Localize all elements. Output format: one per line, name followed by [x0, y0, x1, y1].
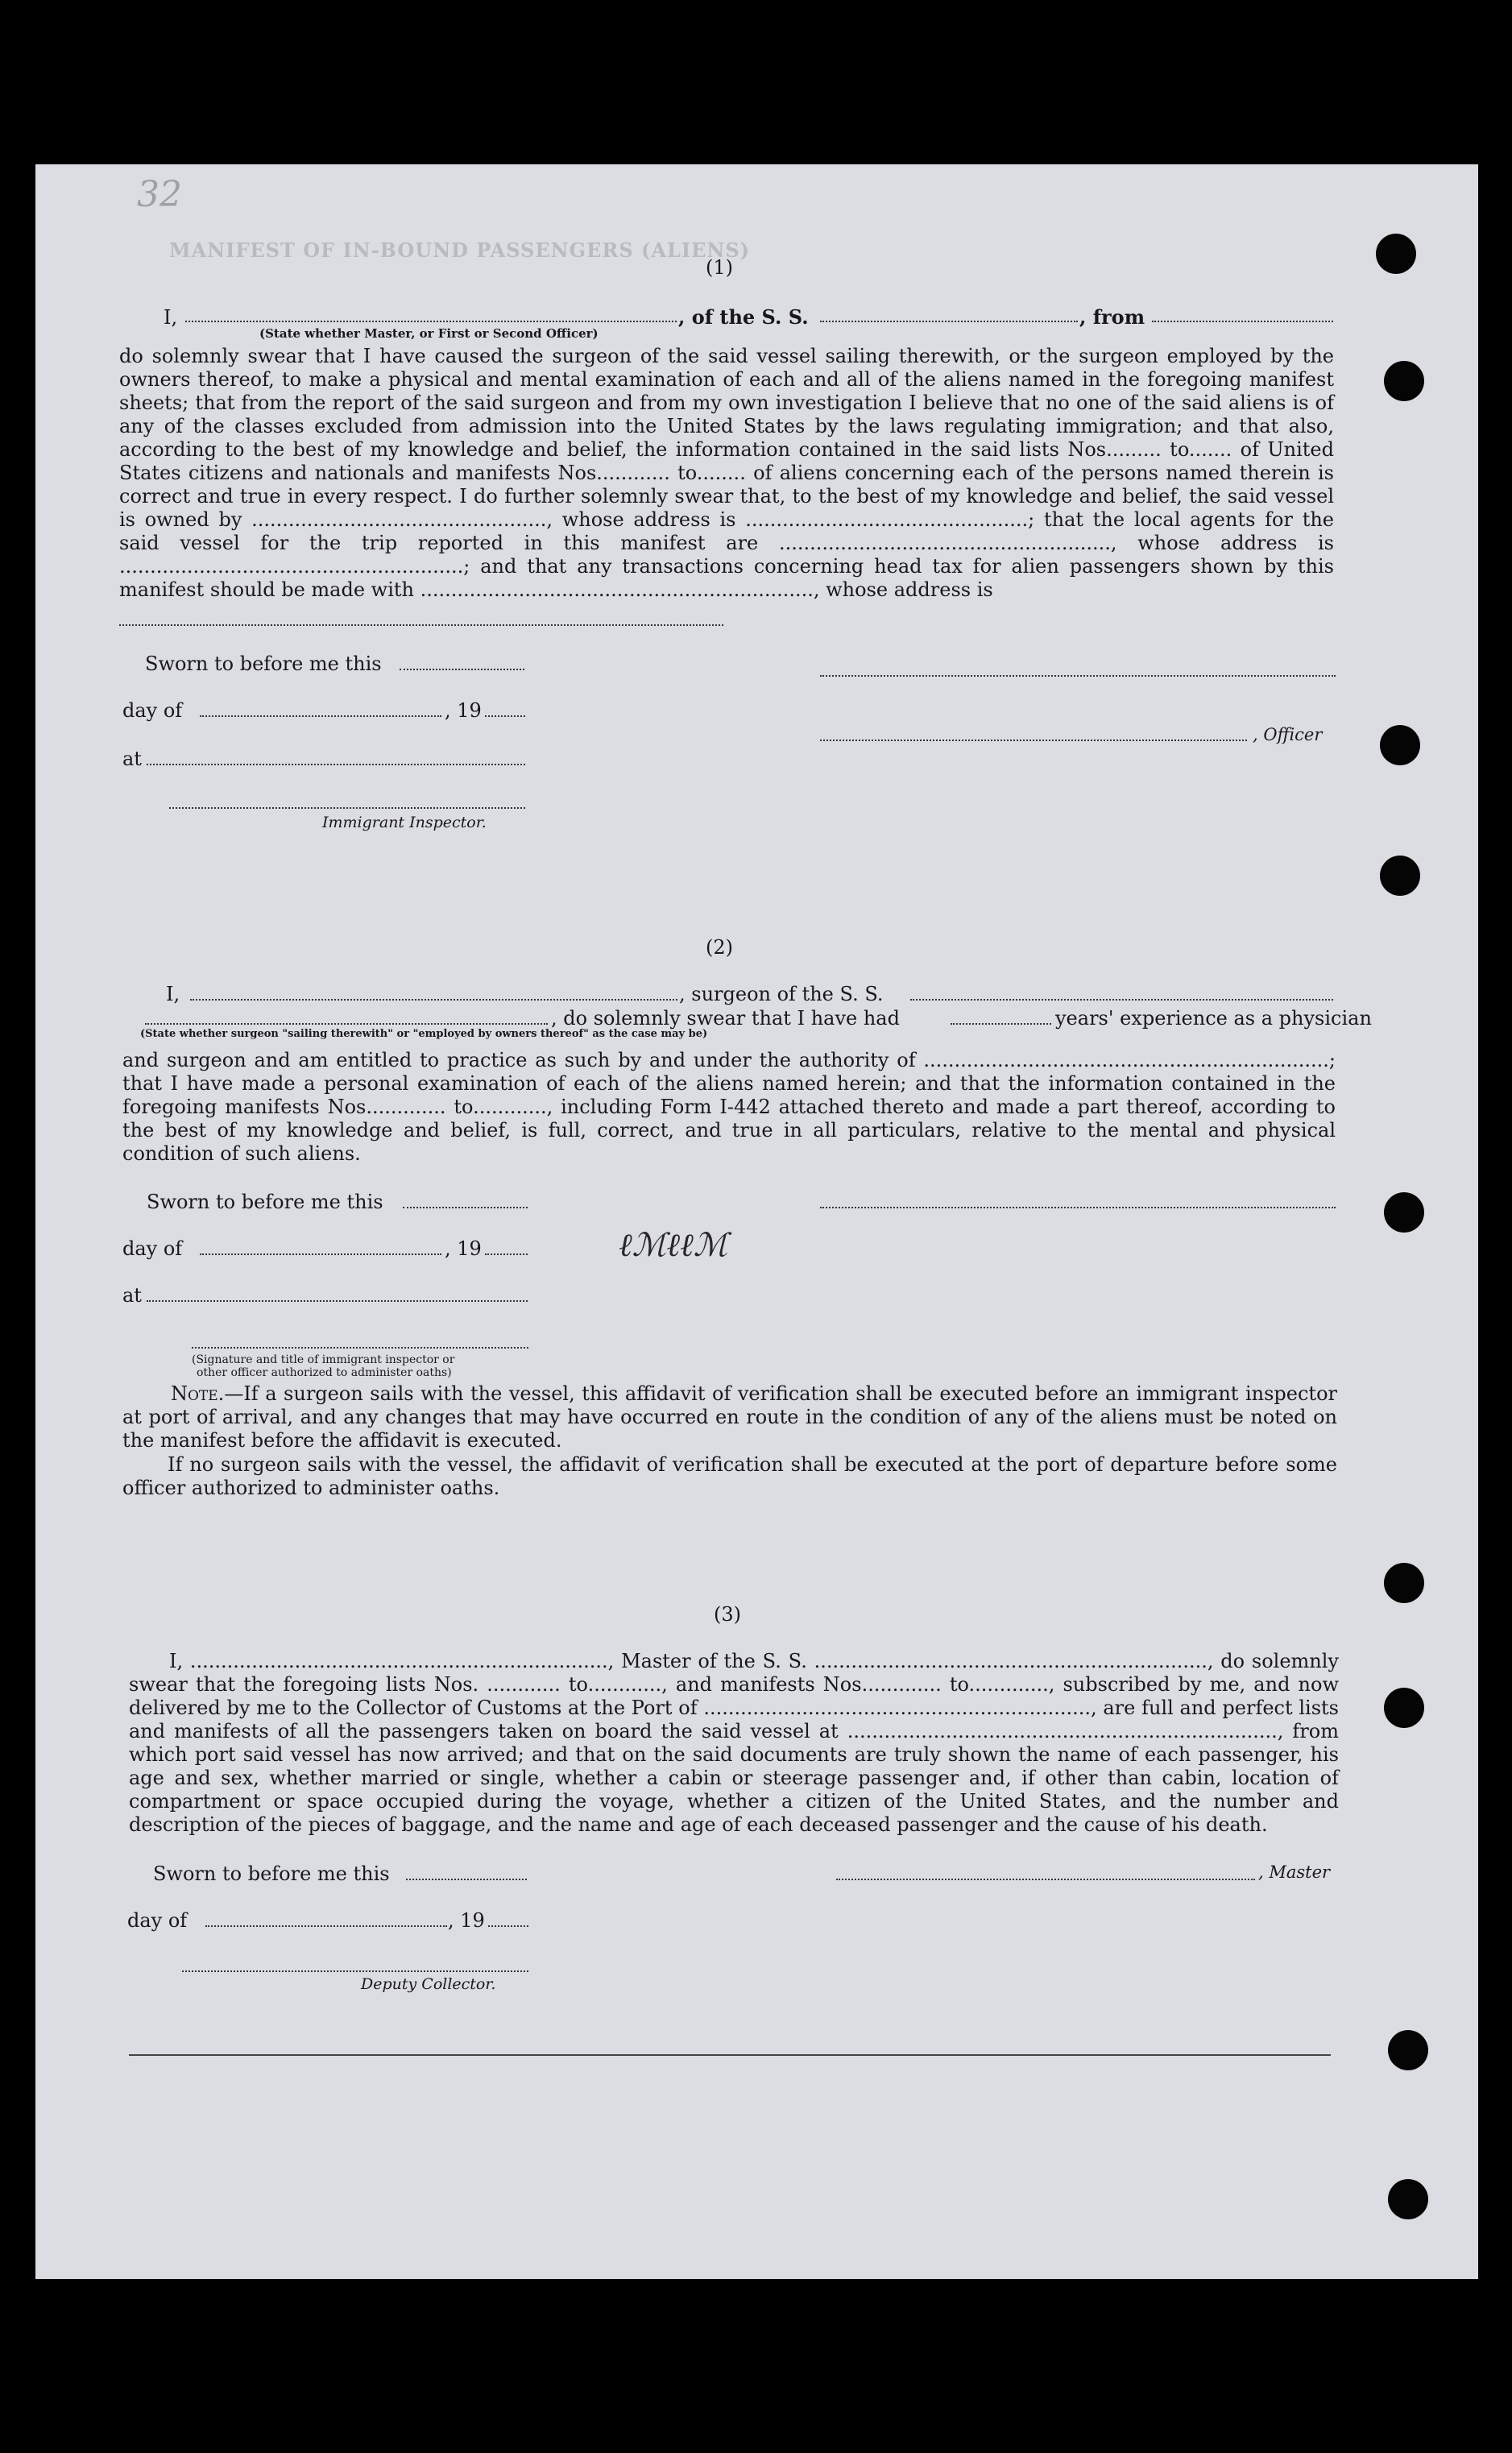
punch-hole — [1384, 1563, 1424, 1603]
section-3-number: (3) — [714, 1603, 741, 1626]
s1-officer-line-1[interactable] — [820, 675, 1336, 677]
s1-divider — [119, 624, 723, 626]
s1-from-field[interactable] — [1152, 321, 1333, 322]
s3-deputy-sign[interactable] — [182, 1970, 528, 1972]
s2-note-text: —If a surgeon sails with the vessel, this affidavit of verification shall be executed before an immigrant inspector at port of arrival, and any changes that may have occurred en route in the condition of any of the aliens must be noted on the manifest before the affidavit is executed. — [122, 1382, 1337, 1452]
s3-master-sign[interactable] — [836, 1879, 1255, 1880]
s3-day: day of — [127, 1909, 188, 1932]
s1-rank-field[interactable] — [185, 321, 677, 322]
s2-sig-note-2: other officer authorized to administer oaths) — [197, 1366, 452, 1379]
s2-at: at — [122, 1284, 142, 1307]
s2-years-field[interactable] — [951, 1023, 1051, 1025]
s3-nineteen: , 19 — [448, 1909, 485, 1932]
bottom-rule — [129, 2054, 1331, 2056]
s2-ship-field[interactable] — [910, 999, 1333, 1001]
s3-master: , Master — [1258, 1863, 1331, 1882]
punch-hole — [1376, 234, 1416, 274]
s2-years: years' experience as a physician — [1055, 1007, 1372, 1030]
s2-inspector-sign[interactable] — [192, 1347, 528, 1349]
s1-i: I, — [164, 306, 178, 329]
s3-paragraph: I, ...................................................................., Master of the S. S. ................................................................, do solemnly swear that the foregoing lists Nos. ............ to............, and manifests Nos............. to............., subscribed by me, and now delivered by me to the Collector of Customs at the Port of ..............................................................., are full and perfect lists and manifests of all the passengers taken on board the said vessel at ......................................................................, from which port said vessel has now arrived; and that on the said documents are truly shown the name of each passenger, his age and sex, whether married or single, whether a cabin or steerage passenger and, if other than cabin, location of compartment or space occupied during the voyage, whether a citizen of the United States, and the number and description of the pieces of baggage, and the name and age of each deceased passenger and the cause of his death. — [129, 1650, 1339, 1836]
s3-year-field[interactable] — [488, 1925, 528, 1927]
s2-day: day of — [122, 1237, 183, 1260]
s2-note — [122, 1382, 1337, 1452]
s1-nineteen: , 19 — [445, 699, 482, 722]
s1-inspector: Immigrant Inspector. — [322, 814, 487, 831]
s3-sworn-field[interactable] — [406, 1879, 527, 1880]
s2-nineteen: , 19 — [445, 1237, 482, 1260]
s1-year-field[interactable] — [485, 715, 525, 717]
s2-note-label: Note. — [171, 1382, 225, 1405]
s2-name-field[interactable] — [190, 999, 677, 1001]
s1-at: at — [122, 748, 142, 770]
s2-swear: , do solemnly swear that I have had — [551, 1007, 900, 1030]
s2-paragraph: and surgeon and am entitled to practice as such by and under the authority of ..................................................................; that I have made a personal examination of each of the aliens named herein; and that the information contained in the foregoing manifests Nos............. to............, including Form I-442 attached thereto and made a part thereof, according to the best of my knowledge and belief, is full, correct, and true in all particulars, relative to the mental and physical condition of such aliens. — [122, 1049, 1336, 1165]
s2-sworn-field[interactable] — [403, 1207, 528, 1208]
s1-ship-field[interactable] — [820, 321, 1078, 322]
punch-hole — [1388, 2179, 1428, 2219]
punch-hole — [1384, 361, 1424, 401]
s1-from: , from — [1079, 305, 1145, 329]
s1-rank-note: (State whether Master, or First or Second Officer) — [259, 326, 599, 341]
s1-officer: , Officer — [1253, 725, 1323, 744]
s1-day-field[interactable] — [200, 715, 441, 717]
s1-at-field[interactable] — [147, 764, 525, 765]
s1-day: day of — [122, 699, 183, 722]
surgeon-signature: ℓℳℓℓℳ — [619, 1227, 728, 1264]
s2-day-field[interactable] — [200, 1253, 441, 1255]
s2-sworn: Sworn to before me this — [147, 1191, 383, 1213]
section-2-number: (2) — [706, 936, 733, 959]
s1-inspector-sign[interactable] — [169, 807, 525, 809]
s3-day-field[interactable] — [205, 1925, 447, 1927]
s2-status-field[interactable] — [145, 1023, 548, 1025]
s1-sworn: Sworn to before me this — [145, 653, 382, 675]
punch-hole — [1384, 1688, 1424, 1728]
s1-sworn-field[interactable] — [400, 669, 524, 670]
punch-hole — [1388, 2030, 1428, 2070]
section-1-number: (1) — [706, 256, 733, 279]
s2-at-field[interactable] — [147, 1300, 528, 1302]
s3-sworn: Sworn to before me this — [153, 1863, 390, 1885]
s2-year-field[interactable] — [485, 1253, 528, 1255]
punch-hole — [1380, 856, 1420, 896]
s1-officer-line-2[interactable] — [820, 740, 1247, 741]
punch-hole — [1384, 1192, 1424, 1233]
s3-deputy: Deputy Collector. — [361, 1975, 496, 1993]
s2-sig-note-1: (Signature and title of immigrant inspector or — [192, 1353, 455, 1366]
bleed-through-stamp: MANIFEST OF IN-BOUND PASSENGERS (ALIENS) — [169, 238, 751, 262]
punch-hole — [1380, 725, 1420, 765]
s2-note-2: If no surgeon sails with the vessel, the affidavit of verification shall be executed at the port of departure before some officer authorized to administer oaths. — [122, 1453, 1337, 1499]
s2-status-note: (State whether surgeon "sailing therewith" or "employed by owners thereof" as the case may be) — [140, 1028, 708, 1040]
s1-paragraph: do solemnly swear that I have caused the surgeon of the said vessel sailing therewith, or the surgeon employed by the owners thereof, to make a physical and mental examination of each and all of the aliens named in the foregoing manifest sheets; that from the report of the said surgeon and from my own investigation I believe that no one of the said aliens is of any of the classes excluded from admission into the United States by the laws regulating immigration; and that also, according to the best of my knowledge and belief, the information contained in the said lists Nos......... to....... of United States citizens and nationals and manifests Nos............ to........ of aliens concerning each of the persons named therein is correct and true in every respect. I do further solemnly swear that, to the best of my knowledge and belief, the said vessel is owned by ................................................, whose address is ..............................................; that the local agents for the said vessel for the trip reported in this manifest are ......................................................, whose address is ........................................................; and that any transactions concerning head tax for alien passengers shown by this manifest should be made with ................................................................, whose address is — [119, 345, 1334, 601]
s2-surgeon-sign[interactable] — [820, 1207, 1336, 1208]
page-number-mark: 32 — [137, 174, 182, 215]
s2-surgeon: , surgeon of the S. S. — [679, 983, 884, 1005]
s2-i: I, — [166, 983, 180, 1005]
s1-of-ss: , of the S. S. — [678, 305, 809, 329]
